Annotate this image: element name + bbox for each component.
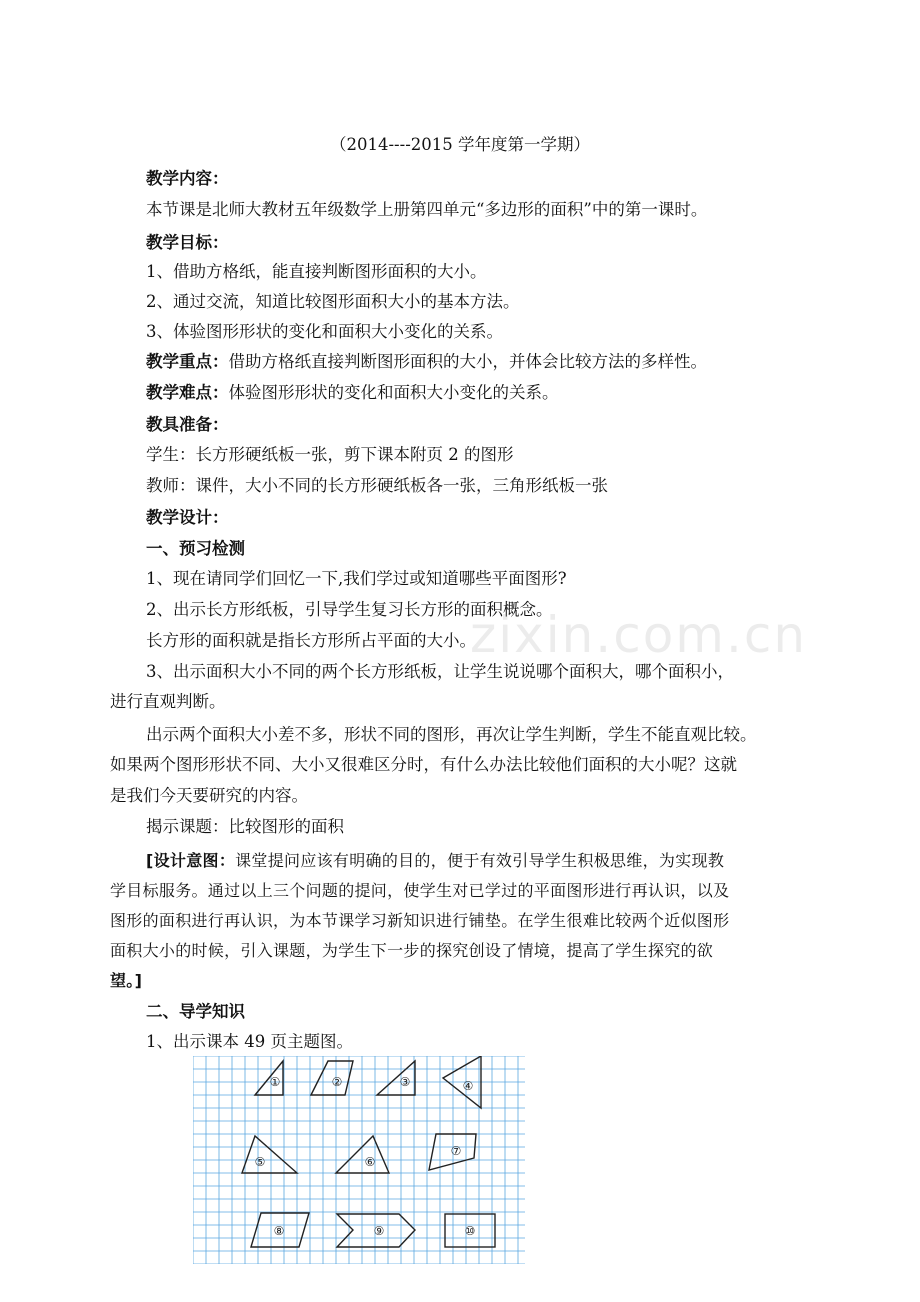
- prep-teacher: 教师：课件，大小不同的长方形硬纸板各一张，三角形纸板一张: [146, 476, 608, 495]
- label-2: ②: [331, 1075, 343, 1089]
- difficulty-point: [146, 381, 559, 405]
- grid-figure: [193, 1056, 525, 1264]
- goal-item: 3、体验图形形状的变化和面积大小变化的关系。: [146, 322, 503, 341]
- paragraph-line: 如果两个图形形状不同、大小又很难区分时，有什么办法比较他们面积的大小呢？这就: [110, 755, 737, 774]
- design-intent-line: 图形的面积进行再认识，为本节课学习新知识进行铺垫。在学生很难比较两个近似图形: [110, 911, 730, 930]
- part1-item: 长方形的面积就是指长方形所占平面的大小。: [146, 631, 476, 650]
- goal-item: 2、通过交流，知道比较图形面积大小的基本方法。: [146, 292, 520, 311]
- part1-item: 2、出示长方形纸板，引导学生复习长方形的面积概念。: [146, 600, 553, 619]
- key-point-label: 教学重点：: [146, 352, 229, 371]
- label-7: ⑦: [450, 1144, 462, 1158]
- part1-item: 1、现在请同学们回忆一下,我们学过或知道哪些平面图形?: [146, 569, 567, 588]
- prep-student: 学生：长方形硬纸板一张，剪下课本附页 2 的图形: [146, 445, 514, 464]
- part2-heading: 二、导学知识: [146, 1002, 245, 1021]
- content-text: 本节课是北师大教材五年级数学上册第四单元“多边形的面积”中的第一课时。: [146, 200, 708, 219]
- design-intent-text: 课堂提问应该有明确的目的，便于有效引导学生积极思维，为实现教: [235, 851, 725, 870]
- paragraph-line: 是我们今天要研究的内容。: [110, 786, 308, 805]
- term-header: （2014----2015 学年度第一学期）: [329, 135, 591, 154]
- reveal-topic: 揭示课题：比较图形的面积: [146, 817, 344, 836]
- label-8: ⑧: [273, 1224, 285, 1238]
- part1-item: 3、出示面积大小不同的两个长方形纸板，让学生说说哪个面积大，哪个面积小，: [146, 662, 734, 681]
- difficulty-label: 教学难点：: [146, 383, 229, 402]
- watermark: zixin.com.cn: [470, 606, 808, 664]
- goal-item: 1、借助方格纸，能直接判断图形面积的大小。: [146, 262, 487, 281]
- label-9: ⑨: [373, 1224, 385, 1238]
- part2-item: 1、出示课本 49 页主题图。: [146, 1032, 353, 1051]
- label-6: ⑥: [364, 1155, 376, 1169]
- goals-heading: 教学目标：: [146, 233, 229, 252]
- difficulty-text: 体验图形形状的变化和面积大小变化的关系。: [228, 383, 559, 402]
- design-intent-label: [设计意图：: [146, 851, 236, 870]
- part1-item: 进行直观判断。: [110, 692, 226, 711]
- design-intent-line: 望。]: [110, 971, 143, 990]
- design-intent-line: [146, 849, 724, 873]
- paragraph-line: 出示两个面积大小差不多，形状不同的图形，再次让学生判断，学生不能直观比较。: [146, 725, 757, 744]
- part1-heading: 一、预习检测: [146, 539, 245, 558]
- design-heading: 教学设计：: [146, 508, 229, 527]
- label-10: ⑩: [464, 1224, 476, 1238]
- key-point-text: 借助方格纸直接判断图形面积的大小，并体会比较方法的多样性。: [228, 352, 707, 371]
- design-intent-line: 学目标服务。通过以上三个问题的提问，使学生对已学过的平面图形进行再认识，以及: [110, 881, 730, 900]
- label-4: ④: [462, 1079, 474, 1093]
- label-5: ⑤: [254, 1155, 266, 1169]
- prep-heading: 教具准备：: [146, 415, 229, 434]
- content-heading: 教学内容：: [146, 169, 229, 188]
- label-1: ①: [269, 1075, 281, 1089]
- label-3: ③: [399, 1075, 411, 1089]
- design-intent-line: 面积大小的时候，引入课题，为学生下一步的探究创设了情境，提高了学生探究的欲: [110, 941, 714, 960]
- key-point: [146, 350, 707, 374]
